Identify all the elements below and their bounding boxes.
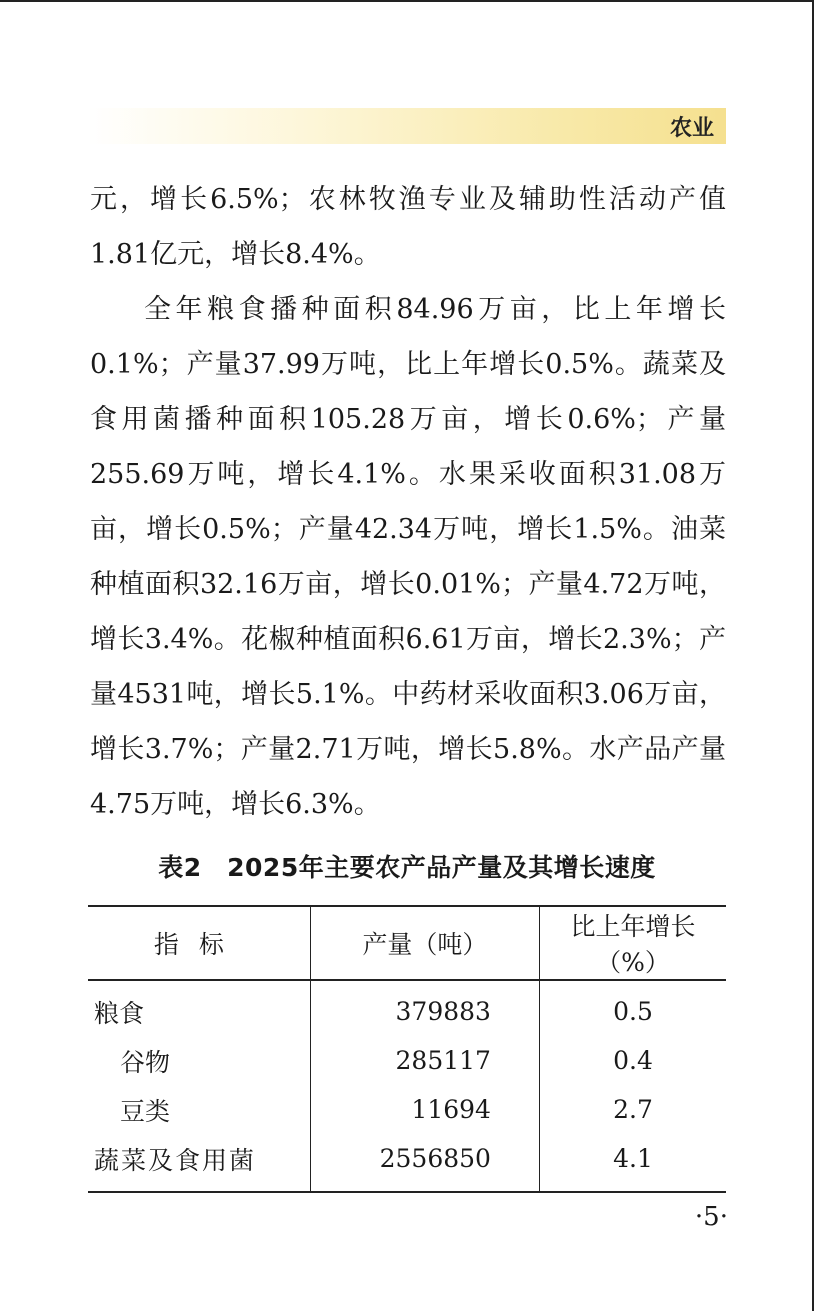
row-name: 蔬菜及食用菌	[88, 1134, 310, 1192]
paragraph-continued: 元，增长6.5%；农林牧渔专业及辅助性活动产值1.81亿元，增长8.4%。	[90, 184, 726, 270]
row-output: 285117	[310, 1036, 539, 1085]
body-text	[90, 172, 726, 832]
table-title: 表2 2025年主要农产品产量及其增长速度	[158, 853, 656, 882]
header-indicator: 指标	[88, 906, 310, 980]
row-growth: 0.5	[539, 980, 726, 1036]
row-growth: 2.7	[539, 1085, 726, 1134]
table-row	[88, 980, 726, 1036]
row-name: 豆类	[120, 1096, 171, 1126]
section-header-band	[88, 108, 726, 144]
table-header-row	[88, 906, 726, 980]
header-output: 产量（吨）	[310, 906, 539, 980]
agri-products-table	[88, 905, 726, 1193]
row-output: 11694	[310, 1085, 539, 1134]
row-output: 2556850	[310, 1134, 539, 1192]
table-row	[88, 1134, 726, 1192]
row-growth: 0.4	[539, 1036, 726, 1085]
row-output: 379883	[310, 980, 539, 1036]
page-number: ·5·	[694, 1202, 728, 1232]
table-row	[88, 1036, 726, 1085]
table-row	[88, 1085, 726, 1134]
row-name: 谷物	[120, 1047, 171, 1077]
section-title: 农业	[669, 116, 714, 141]
row-growth: 4.1	[539, 1134, 726, 1192]
paragraph-agriculture: 全年粮食播种面积84.96万亩，比上年增长0.1%；产量37.99万吨，比上年增长0.5%。蔬菜及食用菌播种面积105.28万亩，增长0.6%；产量255.69万吨，增长4.1%。水果采收面积31.08万亩，增长0.5%；产量42.34万吨，增长1.5%。油菜种植面积32.16万亩，增长0.01%；产量4.72万吨，增长3.4%。花椒种植面积6.61万亩，增长2.3%；产量4531吨，增长5.1%。中药材采收面积3.06万亩，增长3.7%；产量2.71万吨，增长5.8%。水产品产量4.75万吨，增长6.3%。	[90, 294, 726, 820]
row-name: 粮食	[94, 998, 145, 1028]
header-growth: 比上年增长（%）	[539, 906, 726, 980]
